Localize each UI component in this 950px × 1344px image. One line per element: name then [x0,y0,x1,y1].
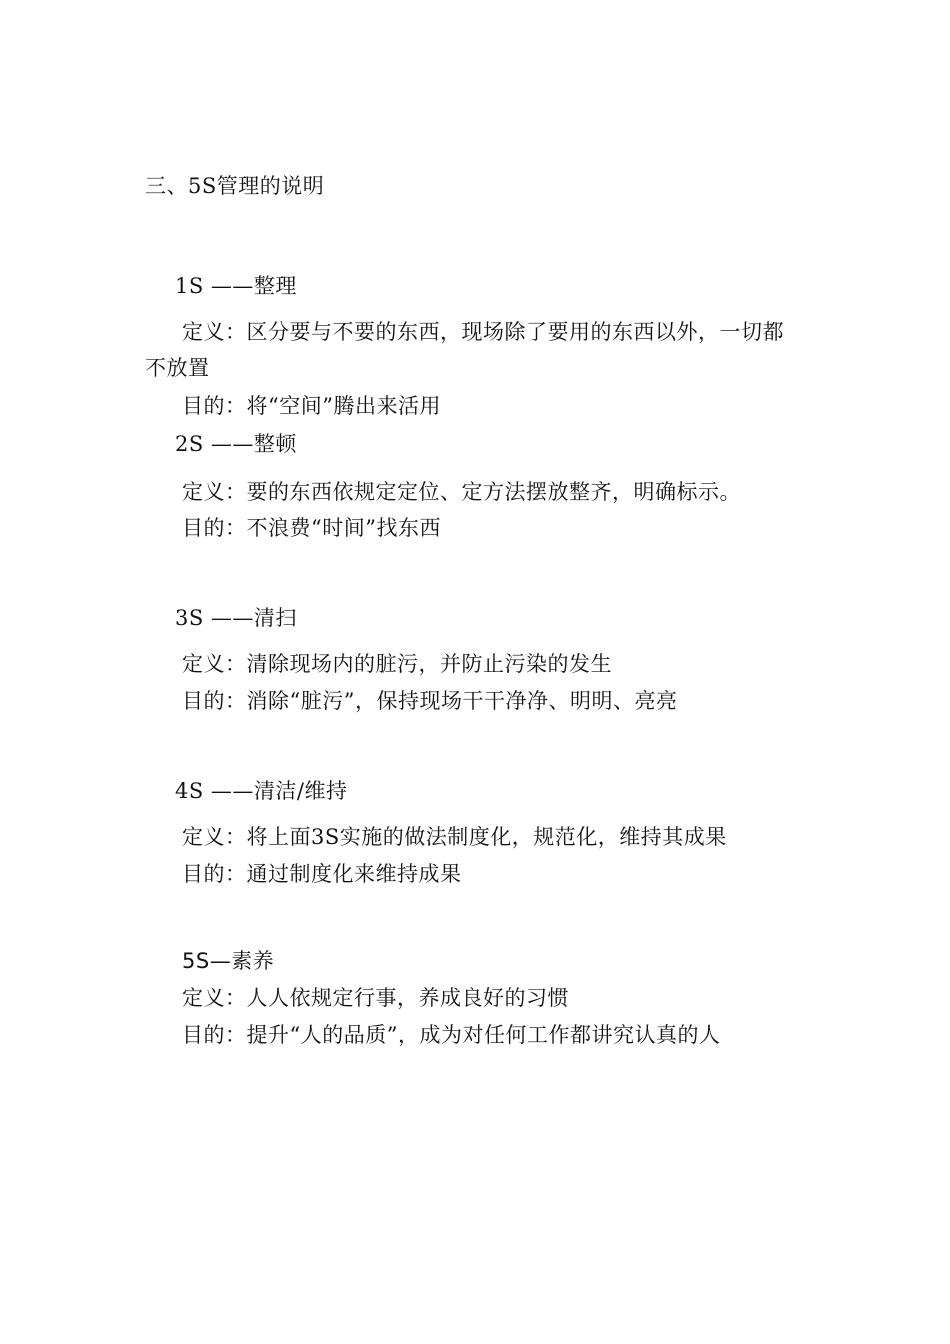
purpose-5s: 目的：提升“人的品质”，成为对任何工作都讲究认真的人 [182,1023,721,1047]
section-heading-2s: 2S ——整顿 [175,432,297,456]
section-heading-1s: 1S ——整理 [175,274,297,298]
definition-2s: 定义：要的东西依规定定位、定方法摆放整齐，明确标示。 [182,480,741,504]
purpose-2s: 目的：不浪费“时间”找东西 [182,516,441,540]
section-heading-3s: 3S ——清扫 [175,606,297,630]
section-heading-4s: 4S ——清洁/维持 [175,779,348,803]
section-heading-5s: 5S—素养 [182,949,275,973]
purpose-4s: 目的：通过制度化来维持成果 [182,862,462,886]
definition-4s: 定义：将上面3S实施的做法制度化，规范化，维持其成果 [182,825,727,849]
purpose-1s: 目的：将“空间”腾出来活用 [182,394,441,418]
definition-1s-line2: 不放置 [145,356,210,380]
definition-3s: 定义：清除现场内的脏污，并防止污染的发生 [182,652,612,676]
document-title: 三、5S管理的说明 [145,174,325,198]
definition-1s-line1: 定义：区分要与不要的东西，现场除了要用的东西以外，一切都 [182,320,784,344]
definition-5s: 定义：人人依规定行事，养成良好的习惯 [182,986,569,1010]
purpose-3s: 目的：消除“脏污”，保持现场干干净净、明明、亮亮 [182,689,678,713]
